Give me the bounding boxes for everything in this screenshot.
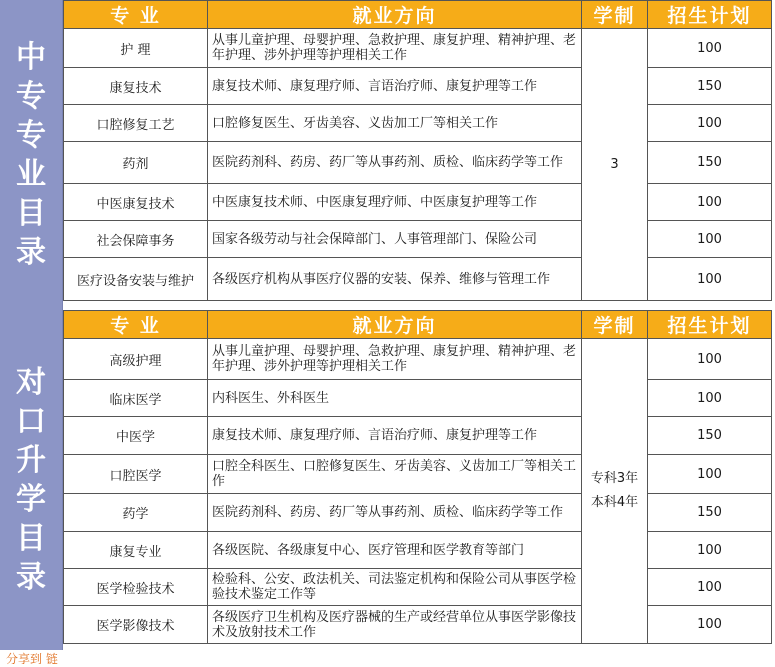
table-header-row <box>64 311 772 339</box>
side-char: 专 <box>16 118 46 153</box>
side-char: 录 <box>16 560 46 595</box>
major-cell: 高级护理 <box>64 339 208 380</box>
direction-cell: 各级医疗机构从事医疗仪器的安装、保养、维修与管理工作 <box>208 258 582 301</box>
direction-cell: 医院药剂科、药房、药厂等从事药剂、质检、临床药学等工作 <box>208 142 582 184</box>
table-row <box>64 184 772 221</box>
direction-cell: 国家各级劳动与社会保障部门、人事管理部门、保险公司 <box>208 221 582 258</box>
plan-cell: 100 <box>648 455 772 494</box>
header-plan: 招生计划 <box>648 311 772 339</box>
direction-cell: 检验科、公安、政法机关、司法鉴定机构和保险公司从事医学检验技术鉴定工作等 <box>208 569 582 606</box>
side-title-secondary <box>0 0 63 310</box>
major-cell: 药剂 <box>64 142 208 184</box>
direction-cell: 从事儿童护理、母婴护理、急救护理、康复护理、精神护理、老年护理、涉外护理等护理相关工作 <box>208 339 582 380</box>
side-char: 业 <box>16 157 46 192</box>
side-char: 目 <box>16 521 46 556</box>
duration-line: 本科4年 <box>590 495 639 510</box>
direction-cell: 康复技术师、康复理疗师、言语治疗师、康复护理等工作 <box>208 68 582 105</box>
majors-table-higher <box>63 310 772 644</box>
plan-cell: 100 <box>648 532 772 569</box>
plan-cell: 100 <box>648 339 772 380</box>
header-plan: 招生计划 <box>648 1 772 29</box>
header-duration: 学制 <box>582 311 648 339</box>
side-char: 专 <box>16 79 46 114</box>
plan-cell: 150 <box>648 68 772 105</box>
side-char: 中 <box>16 40 46 75</box>
plan-cell: 100 <box>648 258 772 301</box>
plan-cell: 100 <box>648 221 772 258</box>
plan-cell: 100 <box>648 29 772 68</box>
direction-cell: 中医康复技术师、中医康复理疗师、中医康复护理等工作 <box>208 184 582 221</box>
direction-cell: 从事儿童护理、母婴护理、急救护理、康复护理、精神护理、老年护理、涉外护理等护理相关工作 <box>208 29 582 68</box>
major-cell: 口腔修复工艺 <box>64 105 208 142</box>
major-cell: 医学检验技术 <box>64 569 208 606</box>
footer-text: 分享到 链 <box>6 652 58 666</box>
major-cell: 临床医学 <box>64 380 208 417</box>
table-row <box>64 258 772 301</box>
table-row <box>64 532 772 569</box>
table-row <box>64 494 772 532</box>
side-char: 口 <box>16 404 46 439</box>
direction-cell: 各级医院、各级康复中心、医疗管理和医学教育等部门 <box>208 532 582 569</box>
plan-cell: 150 <box>648 494 772 532</box>
table-row <box>64 142 772 184</box>
plan-cell: 100 <box>648 569 772 606</box>
table-row <box>64 339 772 380</box>
side-char: 学 <box>16 482 46 517</box>
table-row <box>64 380 772 417</box>
header-major: 专 业 <box>64 311 208 339</box>
section-higher-education <box>0 310 775 650</box>
table-row <box>64 569 772 606</box>
header-direction: 就业方向 <box>208 311 582 339</box>
direction-cell: 口腔修复医生、牙齿美容、义齿加工厂等相关工作 <box>208 105 582 142</box>
table-row <box>64 221 772 258</box>
duration-line: 专科3年 <box>590 471 639 486</box>
table-row <box>64 68 772 105</box>
side-char: 目 <box>16 196 46 231</box>
header-major: 专 业 <box>64 1 208 29</box>
plan-cell: 100 <box>648 380 772 417</box>
major-cell: 药学 <box>64 494 208 532</box>
direction-cell: 口腔全科医生、口腔修复医生、牙齿美容、义齿加工厂等相关工作 <box>208 455 582 494</box>
major-cell: 口腔医学 <box>64 455 208 494</box>
direction-cell: 内科医生、外科医生 <box>208 380 582 417</box>
plan-cell: 100 <box>648 606 772 644</box>
side-char: 升 <box>16 443 46 478</box>
table-header-row <box>64 1 772 29</box>
direction-cell: 各级医疗卫生机构及医疗器械的生产或经营单位从事医学影像技术及放射技术工作 <box>208 606 582 644</box>
major-cell: 社会保障事务 <box>64 221 208 258</box>
duration-cell <box>582 339 648 644</box>
plan-cell: 100 <box>648 105 772 142</box>
side-title-higher <box>0 310 63 650</box>
header-duration: 学制 <box>582 1 648 29</box>
table-row <box>64 105 772 142</box>
side-char: 对 <box>16 365 46 400</box>
table-row <box>64 29 772 68</box>
direction-cell: 医院药剂科、药房、药厂等从事药剂、质检、临床药学等工作 <box>208 494 582 532</box>
plan-cell: 150 <box>648 142 772 184</box>
plan-cell: 100 <box>648 184 772 221</box>
major-cell: 医学影像技术 <box>64 606 208 644</box>
major-cell: 护 理 <box>64 29 208 68</box>
section-secondary-vocational <box>0 0 775 310</box>
major-cell: 康复技术 <box>64 68 208 105</box>
major-cell: 医疗设备安装与维护 <box>64 258 208 301</box>
table-row <box>64 606 772 644</box>
major-cell: 中医康复技术 <box>64 184 208 221</box>
duration-cell: 3 <box>582 29 648 301</box>
table-row <box>64 455 772 494</box>
direction-cell: 康复技术师、康复理疗师、言语治疗师、康复护理等工作 <box>208 417 582 455</box>
table-row <box>64 417 772 455</box>
side-char: 录 <box>16 235 46 270</box>
major-cell: 中医学 <box>64 417 208 455</box>
header-direction: 就业方向 <box>208 1 582 29</box>
majors-table-secondary <box>63 0 772 301</box>
major-cell: 康复专业 <box>64 532 208 569</box>
plan-cell: 150 <box>648 417 772 455</box>
